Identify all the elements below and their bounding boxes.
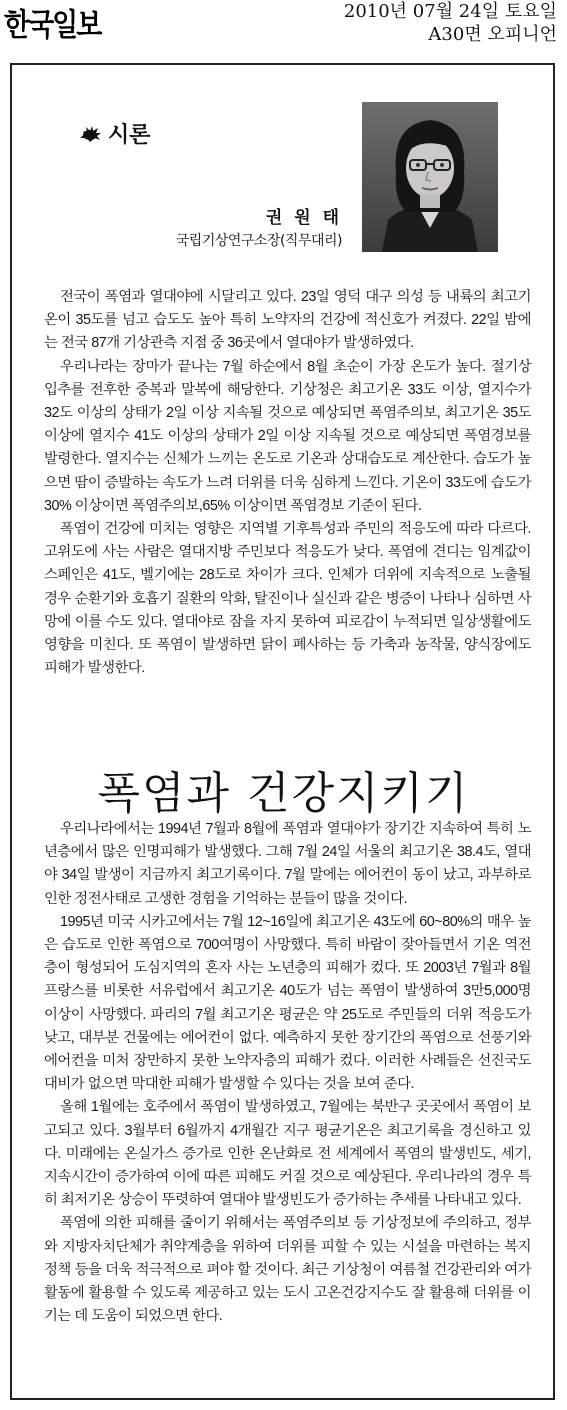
- paragraph: 올해 1월에는 호주에서 폭염이 발생하였고, 7월에는 북반구 곳곳에서 폭염이 보고되고 있다. 3월부터 6월까지 4개월간 지구 평균기온은 최고기록을 경신하고 있다. 미래에는 온실가스 증가로 인한 온난화로 전 세계에서 폭염의 발생빈도, 세기, 지속시간이 증가하여 이에 따른 피해도 커질 것으로 예상된다. 우리나라의 경우 특히 최저기온 상승이 뚜렷하여 열대야 발생빈도가 증가하는 추세를 나타내고 있다.: [44, 1099, 531, 1209]
- dateline: [344, 0, 557, 46]
- paragraph: 우리나라는 장마가 끝나는 7월 하순에서 8월 초순이 가장 온도가 높다. 절기상 입추를 전후한 중복과 말복에 해당한다. 기상청은 최고기온 33도 이상, 열지수가 32도 이상의 상태가 2일 이상 지속될 것으로 예상되면 폭염주의보, 최고기온 35도 이상에 열지수 41도 이상의 상태가 2일 이상 지속될 것으로 예상되면 폭염경보를 발령한다. 열지수는 신체가 느끼는 온도로 기온과 상대습도로 계산한다. 습도가 높으면 땀이 증발하는 속도가 느려 더위를 더욱 심하게 느낀다. 기온이 33도에 습도가 30% 이상이면 폭염주의보,65% 이상이면 폭염경보 기준이 된다.: [44, 358, 531, 514]
- paragraph: 1995년 미국 시카고에서는 7월 12~16일에 최고기온 43도에 60~80%의 매우 높은 습도로 인한 폭염으로 700여명이 사망했다. 특히 바람이 잦아들면서 기온 역전층이 형성되어 도심지역의 혼자 사는 노년층의 피해가 컸다. 또 2003년 7월과 8월 프랑스를 비롯한 서유럽에서 최고기온 40도가 넘는 폭염이 발생하여 3만5,000명 이상이 사망했다. 파리의 7월 최고기온 평균은 약 25도로 주민들의 더위 적응도가 낮고, 대부분 건물에는 에어컨이 없다. 예측하지 못한 장기간의 폭염으로 선풍기와 에어컨을 미처 장만하지 못한 노약자층의 피해가 컸다. 이러한 사례들은 선진국도 대비가 없으면 막대한 피해가 발생할 수 있다는 것을 보여 준다.: [44, 913, 531, 1093]
- paragraph: 전국이 폭염과 열대야에 시달리고 있다. 23일 영덕 대구 의성 등 내륙의 최고기온이 35도를 넘고 습도도 높아 특히 노약자의 건강에 적신호가 켜졌다. 22일 밤에는 전국 87개 기상관측 지점 중 36곳에서 열대야가 발생하였다.: [44, 289, 531, 352]
- splash-icon: [78, 124, 102, 144]
- paragraph: 우리나라에서는 1994년 7월과 8월에 폭염과 열대야가 장기간 지속하여 특히 노년층에서 많은 인명피해가 발생했다. 그해 7월 24일 서울의 최고기온 38.4도, 열대야 34일 발생이 지금까지 최고기록이다. 7월 말에는 에어컨이 동이 났고, 과부하로 인한 정전사태로 고생한 경험을 기억하는 분들이 많을 것이다.: [44, 821, 531, 907]
- page-section: A30면 오피니언: [428, 24, 557, 45]
- section-heading: [78, 118, 151, 149]
- paragraph: 폭염에 의한 피해를 줄이기 위해서는 폭염주의보 등 기상정보에 주의하고, 정부와 지방자치단체가 취약계층을 위하여 더위를 피할 수 있는 시설을 마련하는 복지정책 등을 더욱 적극적으로 펴야 할 것이다. 최근 기상청이 여름철 건강관리와 여가활동에 활용할 수 있도록 제공하고 있는 도시 고온건강지수도 잘 활용해 더위를 이기는 데 도움이 되었으면 한다.: [44, 1215, 531, 1325]
- author-photo: [362, 102, 498, 252]
- newspaper-logo: 한국일보: [4, 8, 101, 44]
- paragraph: 폭염이 건강에 미치는 영향은 지역별 기후특성과 주민의 적응도에 따라 다르다. 고위도에 사는 사람은 열대지방 주민보다 적응도가 낮다. 폭염에 견디는 임계값이 스페인은 41도, 벨기에는 28도로 차이가 크다. 인체가 더위에 지속적으로 노출될 경우 순환기와 호흡기 질환의 악화, 탈진이나 실신과 같은 병증이 나타나 심하면 사망에 이를 수도 있다. 열대야로 잠을 자지 못하여 피로감이 누적되면 일상생활에도 영향을 미친다. 또 폭염이 발생하면 닭이 폐사하는 등 가축과 농작물, 양식장에도 피해가 발생한다.: [44, 521, 531, 677]
- section-label: 시론: [108, 123, 151, 148]
- author-title: 국립기상연구소장(직무대리): [175, 233, 342, 249]
- issue-date: 2010년 07월 24일 토요일: [343, 1, 557, 22]
- article-headline: 폭염과 건강지키기: [97, 768, 470, 820]
- article-body-part1: [44, 286, 531, 680]
- article-body-part2: [44, 818, 531, 1328]
- masthead: [0, 0, 567, 50]
- author-name: 권 원 태: [265, 208, 342, 228]
